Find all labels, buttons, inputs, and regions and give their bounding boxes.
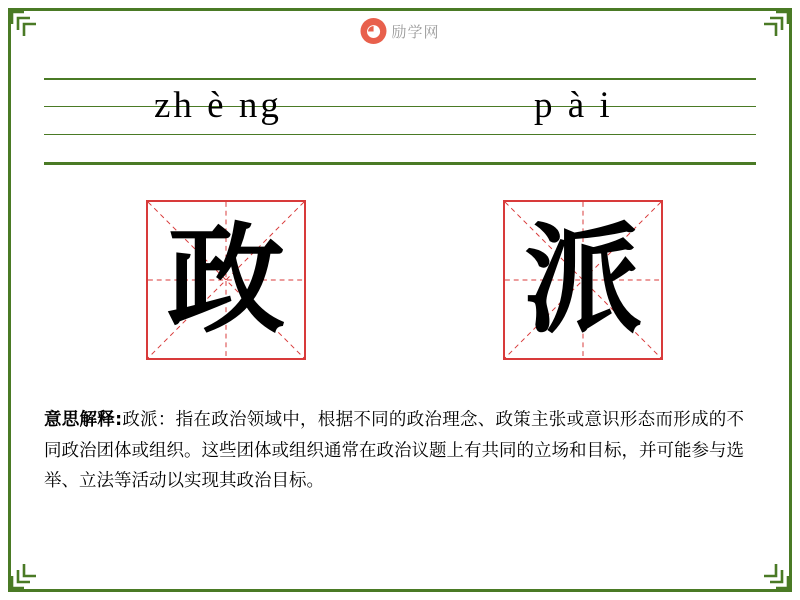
meaning-label: 意思解释: (44, 410, 123, 430)
site-logo[interactable] (360, 18, 439, 44)
frame-right-border (789, 8, 792, 592)
flame-logo-icon (360, 18, 386, 44)
staff-line-top (44, 78, 756, 80)
pinyin-syllable-1: zh è ng (154, 85, 282, 126)
hanzi-character-1: 政 (166, 211, 285, 349)
site-name: 励学网 (391, 22, 440, 41)
frame-top-border (8, 8, 792, 11)
corner-ornament-icon (748, 10, 790, 52)
corner-ornament-icon (10, 548, 52, 590)
character-grid-1 (146, 200, 306, 360)
frame-bottom-border (8, 589, 792, 592)
corner-ornament-icon (748, 548, 790, 590)
logo-glyph: ◕ (366, 21, 381, 41)
staff-line-upper-mid (44, 106, 756, 107)
staff-line-bottom (44, 162, 756, 165)
pinyin-staff (44, 78, 756, 166)
meaning-explanation (44, 405, 744, 497)
staff-line-lower-mid (44, 134, 756, 135)
hanzi-character-2: 派 (523, 211, 642, 349)
meaning-text: 政派：指在政治领域中，根据不同的政治理念、政策主张或意识形态而形成的不同政治团体或组织。这些团体或组织通常在政治议题上有共同的立场和目标，并可能参与选举、立法等活动以实现其政治目标。 (44, 410, 744, 492)
pinyin-syllable-2: p à i (534, 85, 613, 126)
corner-ornament-icon (10, 10, 52, 52)
frame-left-border (8, 8, 11, 592)
character-grid-2 (503, 200, 663, 360)
